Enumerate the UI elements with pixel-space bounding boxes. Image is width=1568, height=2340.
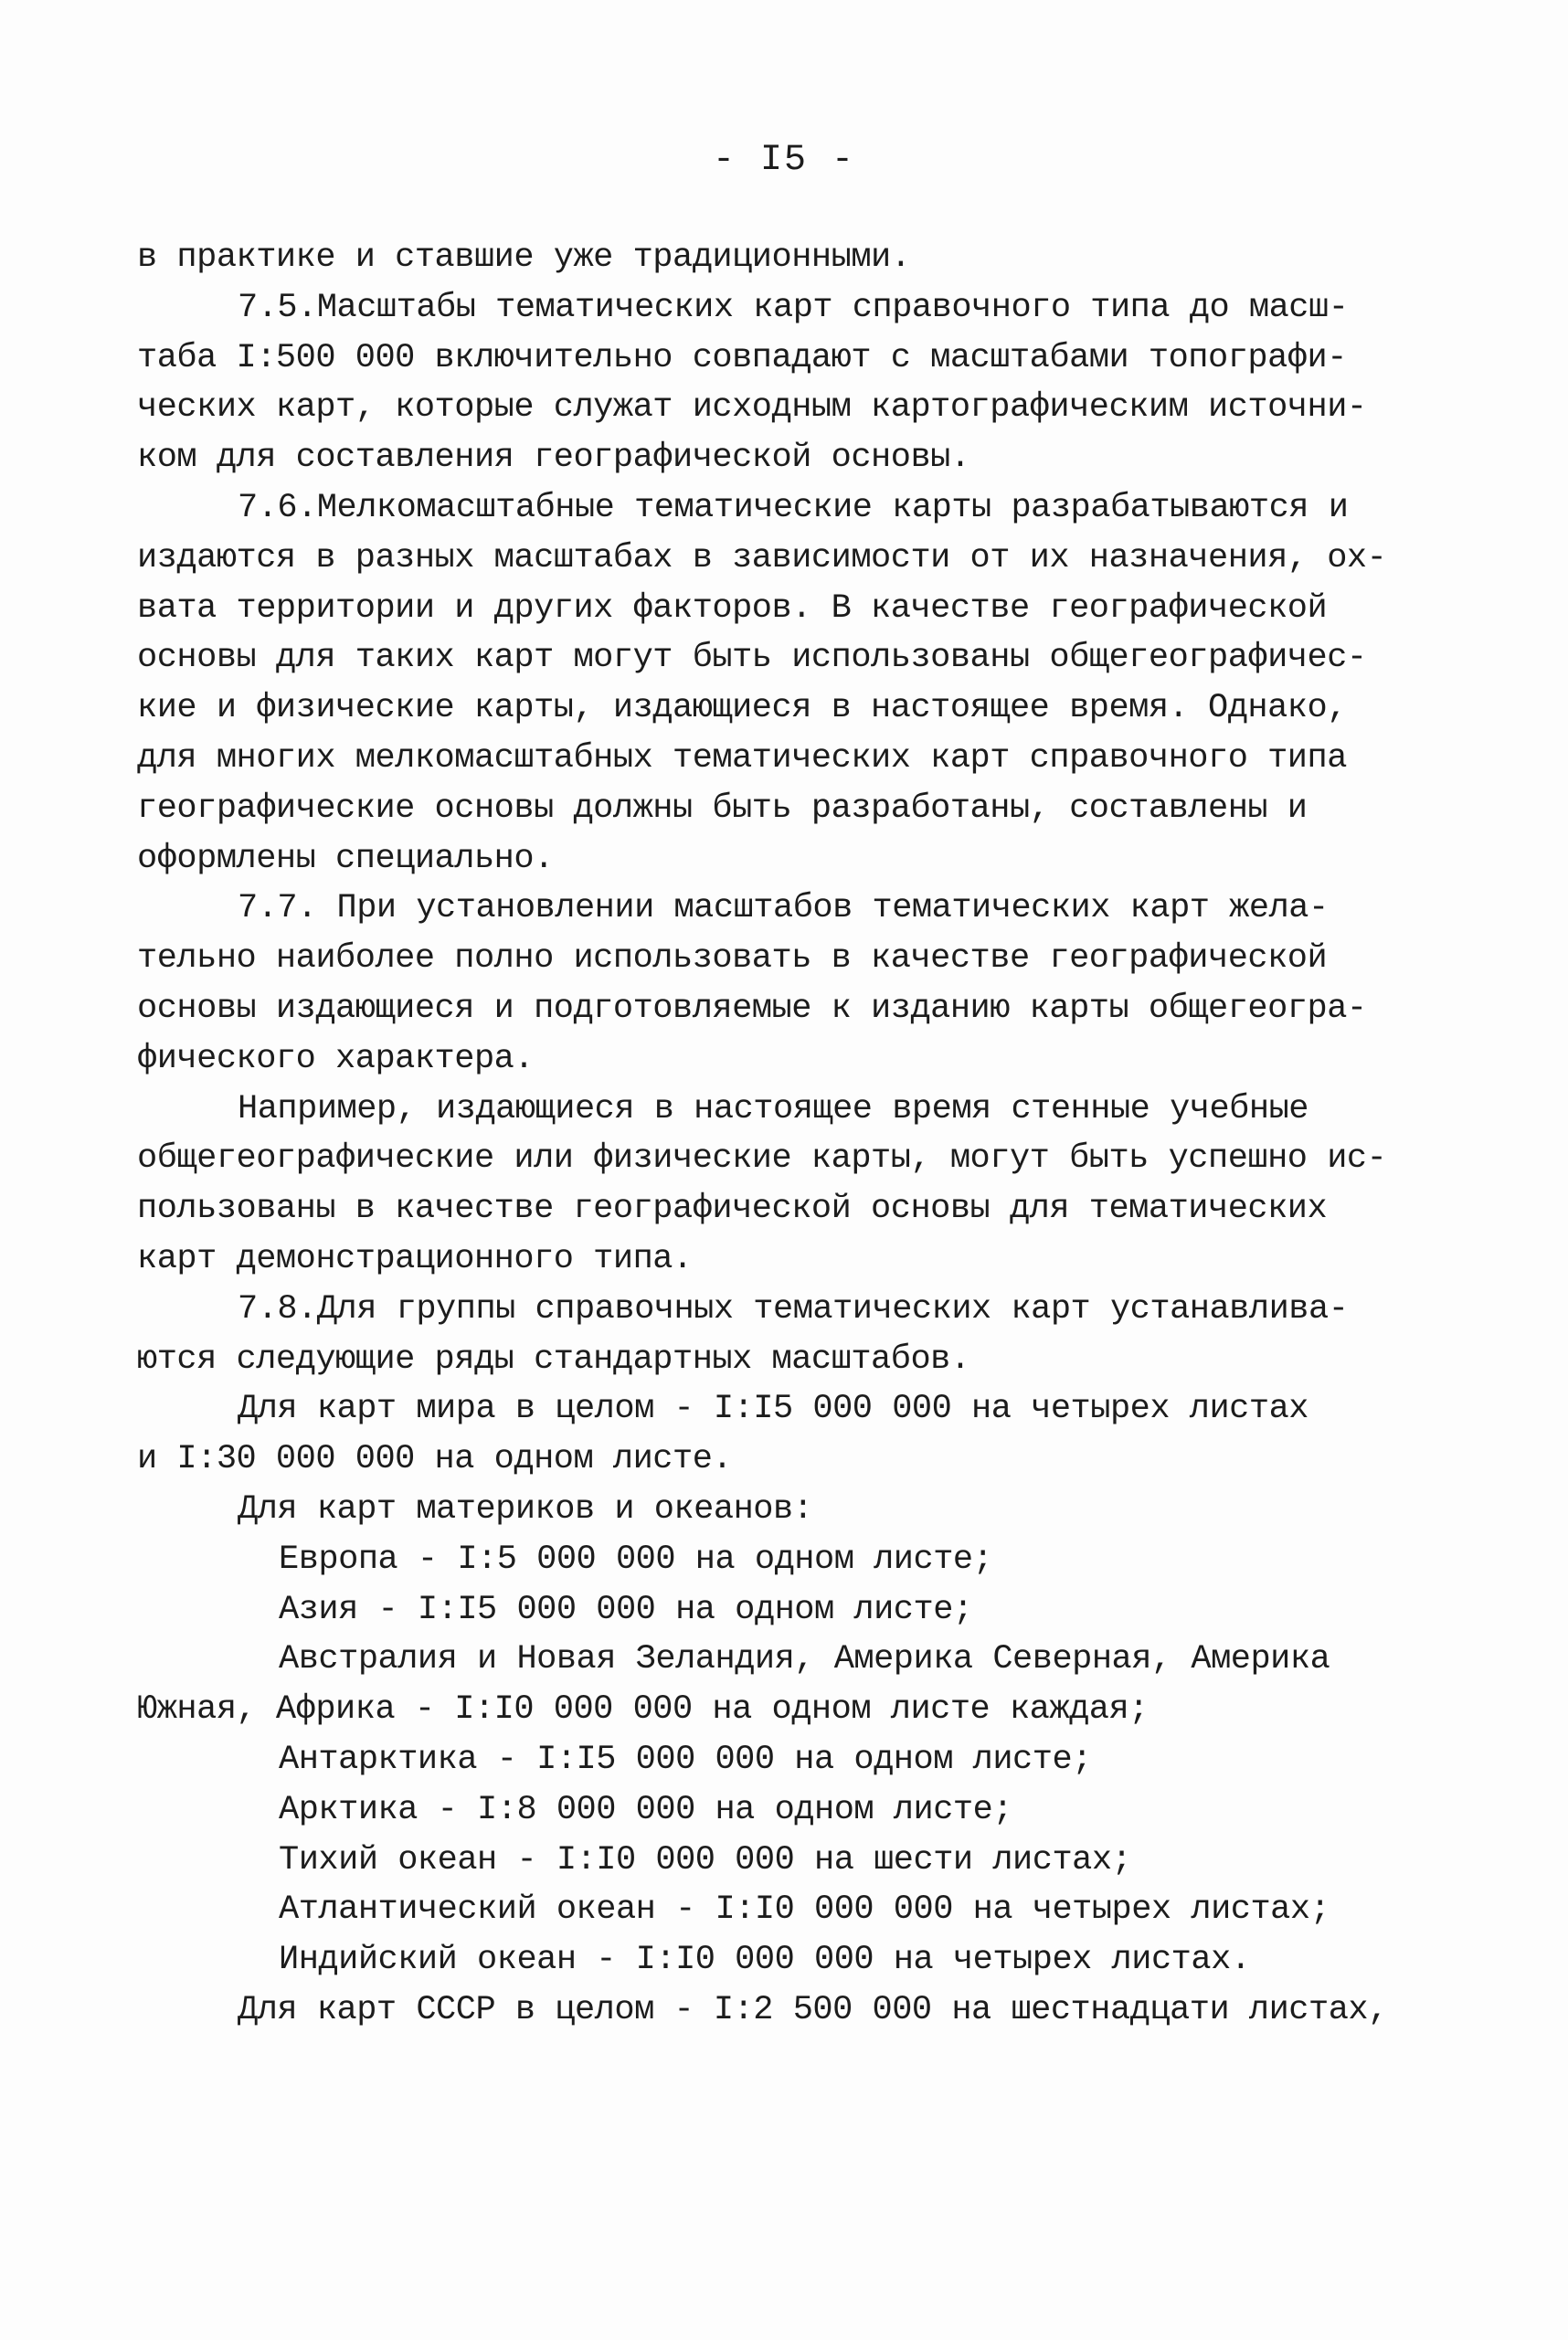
text-line: основы издающиеся и подготовляемые к изданию карты общегеогра- [137,989,1367,1028]
text-line: Арктика - I:8 000 000 на одном листе; [279,1790,1013,1829]
text-line: Австралия и Новая Зеландия, Америка Северная, Америка [279,1640,1330,1679]
page-number: - I5 - [712,140,856,181]
text-line: и I:30 000 000 на одном листе. [137,1440,733,1479]
text-line: Европа - I:5 000 000 на одном листе; [279,1540,993,1579]
text-line: Индийский океан - I:I0 000 000 на четырех листах. [279,1941,1251,1980]
text-line: ком для составления географической основы. [137,439,970,478]
text-line: 7.8.Для группы справочных тематических карт устанавлива- [238,1289,1349,1329]
text-line: основы для таких карт могут быть использованы общегеографичес- [137,639,1367,678]
text-line: издаются в разных масштабах в зависимости от их назначения, ох- [137,538,1387,577]
text-line: фического характера. [137,1039,535,1078]
text-line: таба I:500 000 включительно совпадают с масштабами топографи- [137,338,1347,377]
text-line: в практике и ставшие уже традиционными. [137,238,911,277]
text-line: Для карт СССР в целом - I:2 500 000 на шестнадцати листах, [238,1990,1388,2029]
text-line: вата территории и других факторов. В качестве географической [137,588,1328,628]
text-line: карт демонстрационного типа. [137,1239,693,1278]
text-line: оформлены специально. [137,839,554,878]
text-line: Антарктика - I:I5 000 000 на одном листе; [279,1740,1092,1779]
text-line: 7.7. При установлении масштабов тематических карт жела- [238,889,1329,928]
text-line: Тихий океан - I:I0 000 000 на шести листах; [279,1840,1132,1879]
text-line: Для карт материков и океанов: [238,1489,813,1529]
text-line: 7.5.Масштабы тематических карт справочного типа до масш- [238,288,1349,327]
text-line: географические основы должны быть разработаны, составлены и [137,789,1308,828]
text-line: Атлантический океан - I:I0 000 000 на четырех листах; [279,1890,1330,1930]
text-line: общегеографические или физические карты, могут быть успешно ис- [137,1139,1387,1179]
text-line: тельно наиболее полно использовать в качестве географической [137,939,1328,979]
text-line: Для карт мира в целом - I:I5 000 000 на четырех листах [238,1390,1308,1429]
text-line: пользованы в качестве географической основы для тематических [137,1190,1328,1229]
text-line: Азия - I:I5 000 000 на одном листе; [279,1590,973,1629]
document-body [137,233,1416,2036]
text-line: для многих мелкомасштабных тематических карт справочного типа [137,738,1347,778]
text-line: ческих карт, которые служат исходным картографическим источни- [137,388,1367,428]
text-line: 7.6.Мелкомасштабные тематические карты разрабатываются и [238,488,1349,527]
text-line: кие и физические карты, издающиеся в настоящее время. Однако, [137,689,1347,728]
text-line: ются следующие ряды стандартных масштабов. [137,1339,970,1379]
text-line: Например, издающиеся в настоящее время стенные учебные [238,1089,1308,1128]
text-line: Южная, Африка - I:I0 000 000 на одном листе каждая; [137,1690,1149,1730]
